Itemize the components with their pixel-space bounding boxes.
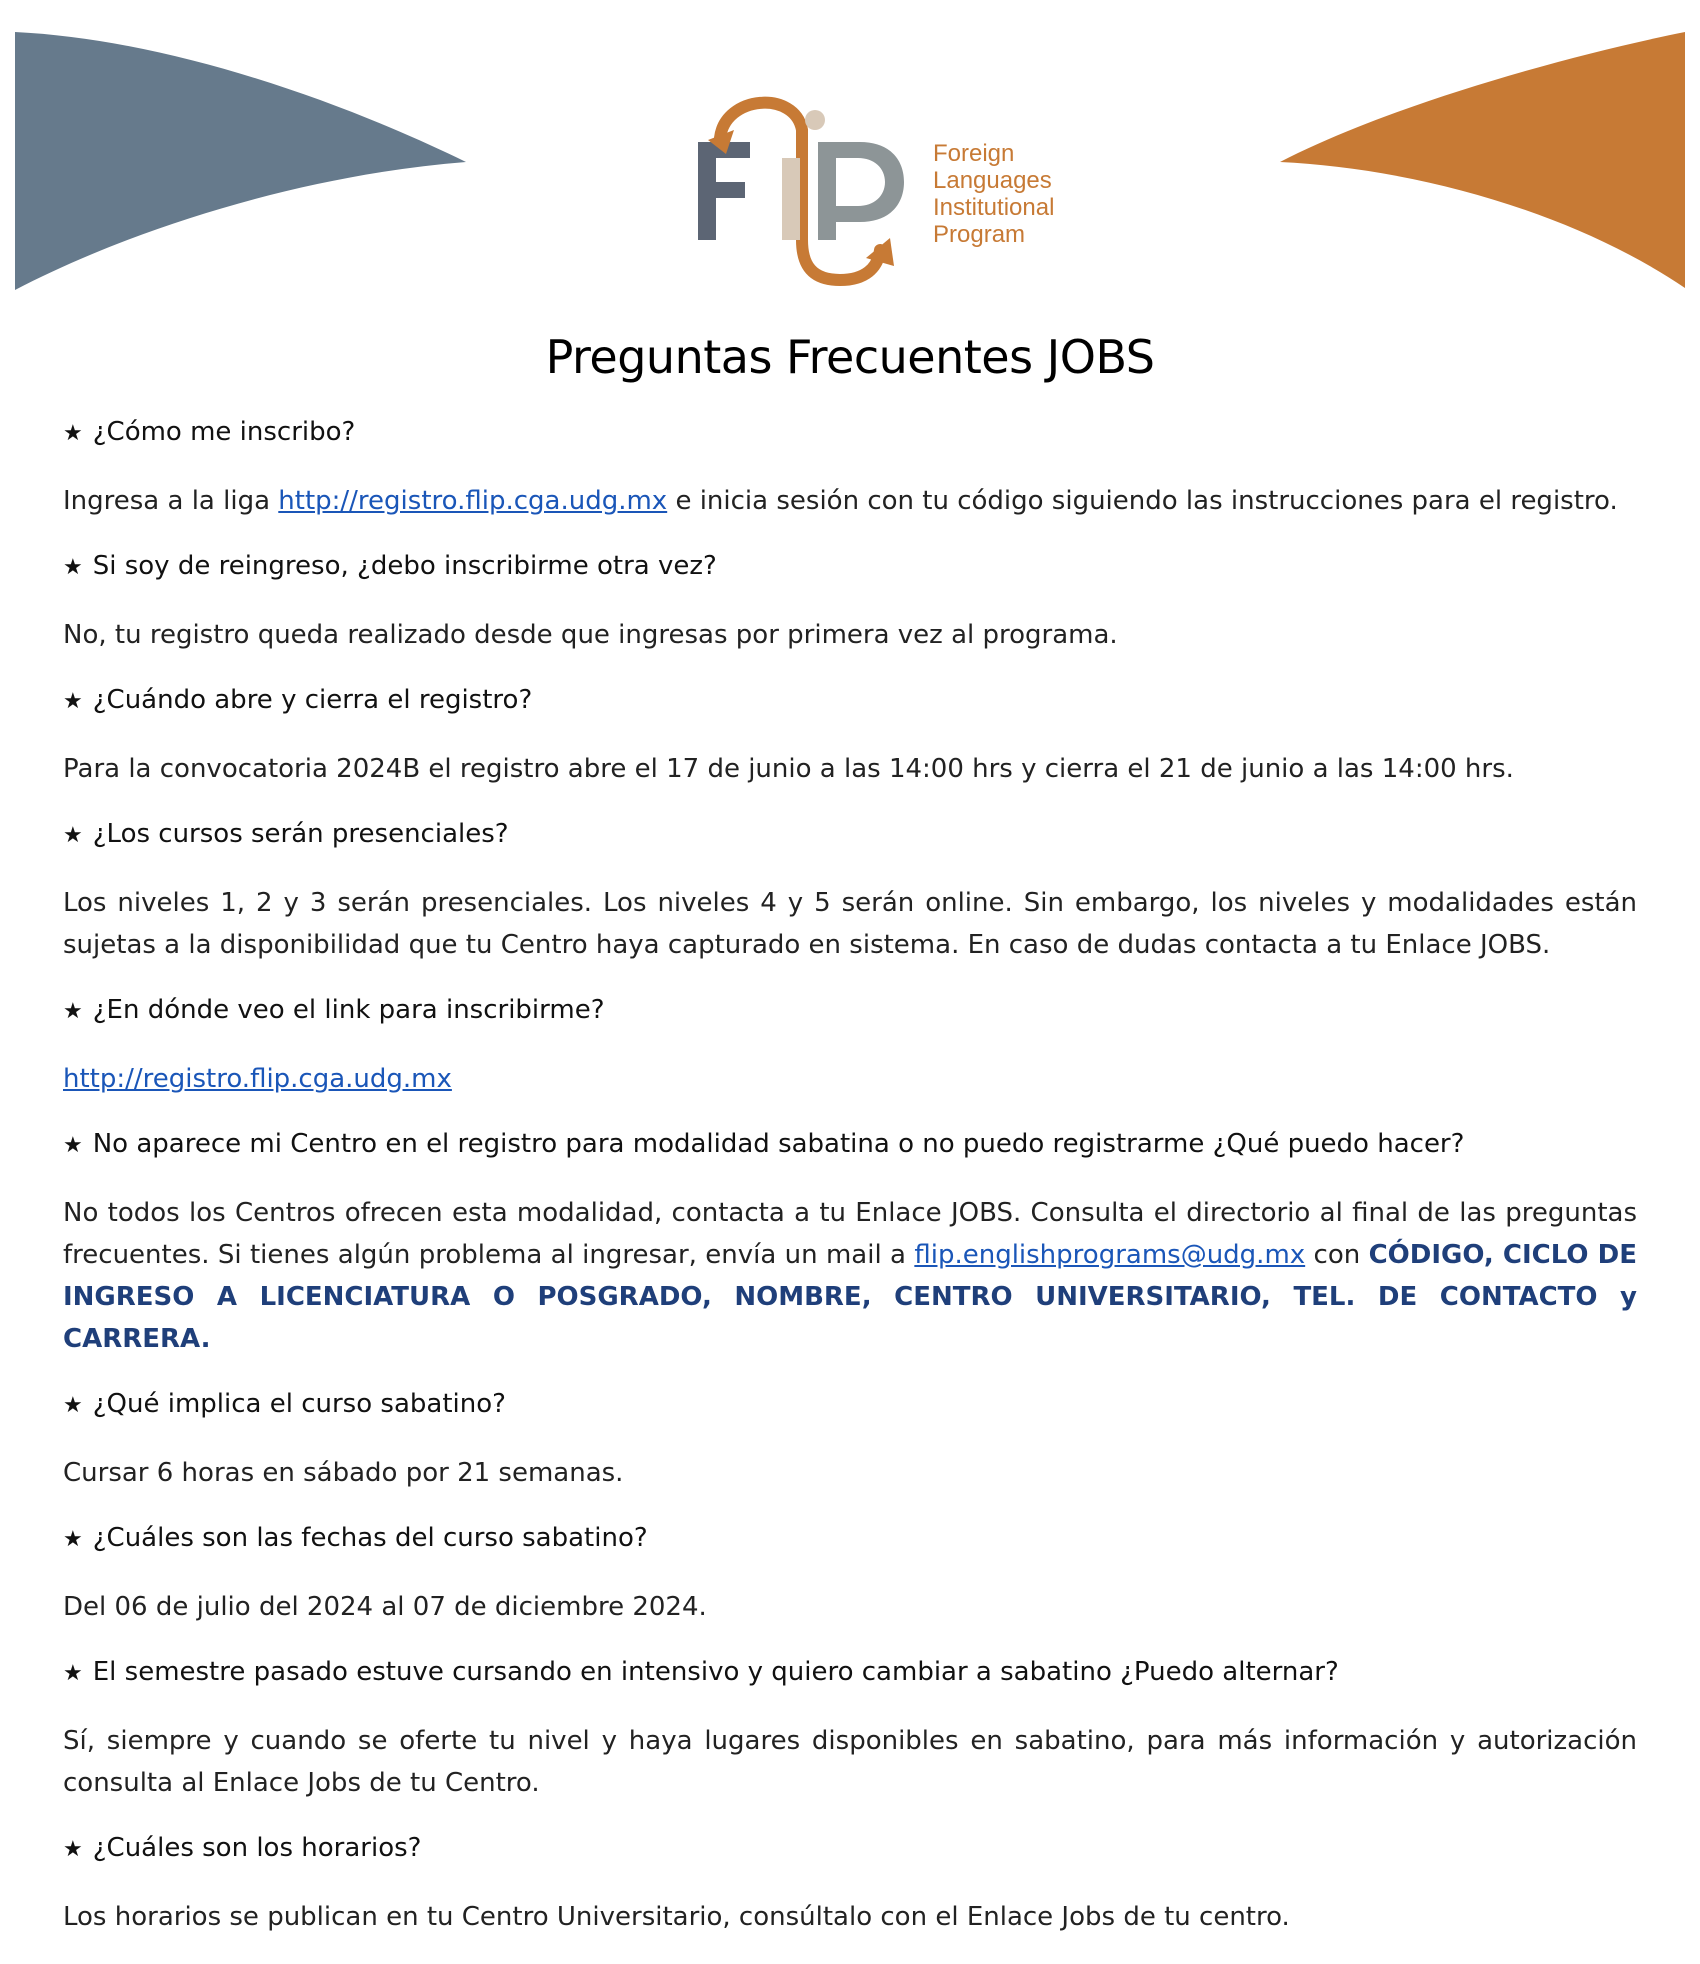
faq-question-text: ¿Qué implica el curso sabatino? <box>92 1389 506 1419</box>
faq-question <box>63 682 1637 720</box>
right-swoosh-decoration <box>1240 0 1700 300</box>
logo-letter-f <box>698 142 750 240</box>
star-icon: ★ <box>63 823 83 848</box>
logo-letter-p <box>818 142 904 240</box>
faq-question <box>63 1126 1637 1164</box>
faq-question-text: Si soy de reingreso, ¿debo inscribirme otra vez? <box>92 551 717 581</box>
faq-question <box>63 992 1637 1030</box>
faq-question <box>63 548 1637 586</box>
star-icon: ★ <box>63 1393 83 1418</box>
faq-item <box>63 1386 1637 1494</box>
star-icon: ★ <box>63 689 83 714</box>
flip-logo-mark <box>690 90 930 300</box>
answer-text: Ingresa a la liga <box>63 486 279 516</box>
faq-item <box>63 1654 1637 1804</box>
faq-item <box>63 548 1637 656</box>
logo-text-line: Foreign <box>933 140 1015 167</box>
answer-text: No todos los Centros ofrecen esta modalidad, contacta a tu Enlace JOBS. Consulta el directorio al final de las preguntas frecuentes. Si tienes algún problema al ingresar, envía un mail a <box>63 1198 1637 1270</box>
required-info-text: CÓDIGO, CICLO DE INGRESO A LICENCIATURA O POSGRADO, NOMBRE, CENTRO UNIVERSITARIO, TEL. DE CONTACTO y CARRERA. <box>63 1240 1637 1354</box>
faq-question-text: ¿En dónde veo el link para inscribirme? <box>92 995 605 1025</box>
star-icon: ★ <box>63 421 83 446</box>
star-icon: ★ <box>63 555 83 580</box>
star-icon: ★ <box>63 1133 83 1158</box>
logo-i-dot <box>805 110 825 130</box>
faq-list <box>63 414 1637 1964</box>
faq-question <box>63 816 1637 854</box>
star-icon: ★ <box>63 999 83 1024</box>
faq-answer: Del 06 de julio del 2024 al 07 de diciembre 2024. <box>63 1592 707 1622</box>
faq-question-text: ¿Cuáles son las fechas del curso sabatino? <box>92 1523 648 1553</box>
page-title: Preguntas Frecuentes JOBS <box>545 330 1155 384</box>
faq-question <box>63 1386 1637 1424</box>
registration-link[interactable]: http://registro.flip.cga.udg.mx <box>63 1064 452 1094</box>
faq-item <box>63 1126 1637 1360</box>
logo-text-line: Program <box>933 221 1026 248</box>
logo-letter-i <box>782 158 800 240</box>
logo-text <box>933 140 1054 248</box>
faq-question <box>63 414 1637 452</box>
registration-link[interactable]: http://registro.flip.cga.udg.mx <box>278 486 668 516</box>
faq-question <box>63 1520 1637 1558</box>
faq-question <box>63 1830 1637 1868</box>
flip-logo <box>690 90 1110 300</box>
faq-answer: Los horarios se publican en tu Centro Universitario, consúltalo con el Enlace Jobs de tu centro. <box>63 1902 1290 1932</box>
right-swoosh-shape <box>1280 32 1685 288</box>
faq-answer <box>63 1058 1637 1100</box>
logo-text-line: Institutional <box>933 194 1055 221</box>
left-swoosh-shape <box>15 32 466 290</box>
faq-item <box>63 1520 1637 1628</box>
star-icon: ★ <box>63 1837 83 1862</box>
faq-item <box>63 1830 1637 1938</box>
faq-item <box>63 682 1637 790</box>
faq-question-text: ¿Cuándo abre y cierra el registro? <box>92 685 533 715</box>
faq-question-text: ¿Cómo me inscribo? <box>92 417 356 447</box>
faq-answer <box>63 1192 1637 1360</box>
logo-text-line: Languages <box>933 167 1052 194</box>
faq-question-text: ¿Los cursos serán presenciales? <box>92 819 509 849</box>
faq-answer: No, tu registro queda realizado desde que ingresas por primera vez al programa. <box>63 620 1118 650</box>
answer-text: con <box>1305 1240 1369 1270</box>
faq-question-text: ¿Cuáles son los horarios? <box>92 1833 422 1863</box>
faq-answer: Cursar 6 horas en sábado por 21 semanas. <box>63 1458 624 1488</box>
faq-item <box>63 414 1637 522</box>
star-icon: ★ <box>63 1527 83 1552</box>
faq-question-text: No aparece mi Centro en el registro para modalidad sabatina o no puedo registrarme ¿Qué puedo hacer? <box>92 1129 1465 1159</box>
star-icon: ★ <box>63 1661 83 1686</box>
faq-answer: Para la convocatoria 2024B el registro abre el 17 de junio a las 14:00 hrs y cierra el 21 de junio a las 14:00 hrs. <box>63 754 1514 784</box>
left-swoosh-decoration <box>0 0 480 300</box>
faq-item <box>63 816 1637 966</box>
faq-answer: Sí, siempre y cuando se oferte tu nivel y haya lugares disponibles en sabatino, para más información y autorización consulta al Enlace Jobs de tu Centro. <box>63 1726 1637 1798</box>
faq-question <box>63 1654 1637 1692</box>
email-link[interactable]: flip.englishprograms@udg.mx <box>914 1240 1306 1270</box>
faq-answer <box>63 480 1637 522</box>
answer-text: e inicia sesión con tu código siguiendo las instrucciones para el registro. <box>667 486 1618 516</box>
faq-question-text: El semestre pasado estuve cursando en intensivo y quiero cambiar a sabatino ¿Puedo alternar? <box>92 1657 1339 1687</box>
faq-item <box>63 992 1637 1100</box>
faq-answer: Los niveles 1, 2 y 3 serán presenciales. Los niveles 4 y 5 serán online. Sin embargo, los niveles y modalidades están sujetas a la disponibilidad que tu Centro haya capturado en sistema. En caso de dudas contacta a tu Enlace JOBS. <box>63 888 1637 960</box>
